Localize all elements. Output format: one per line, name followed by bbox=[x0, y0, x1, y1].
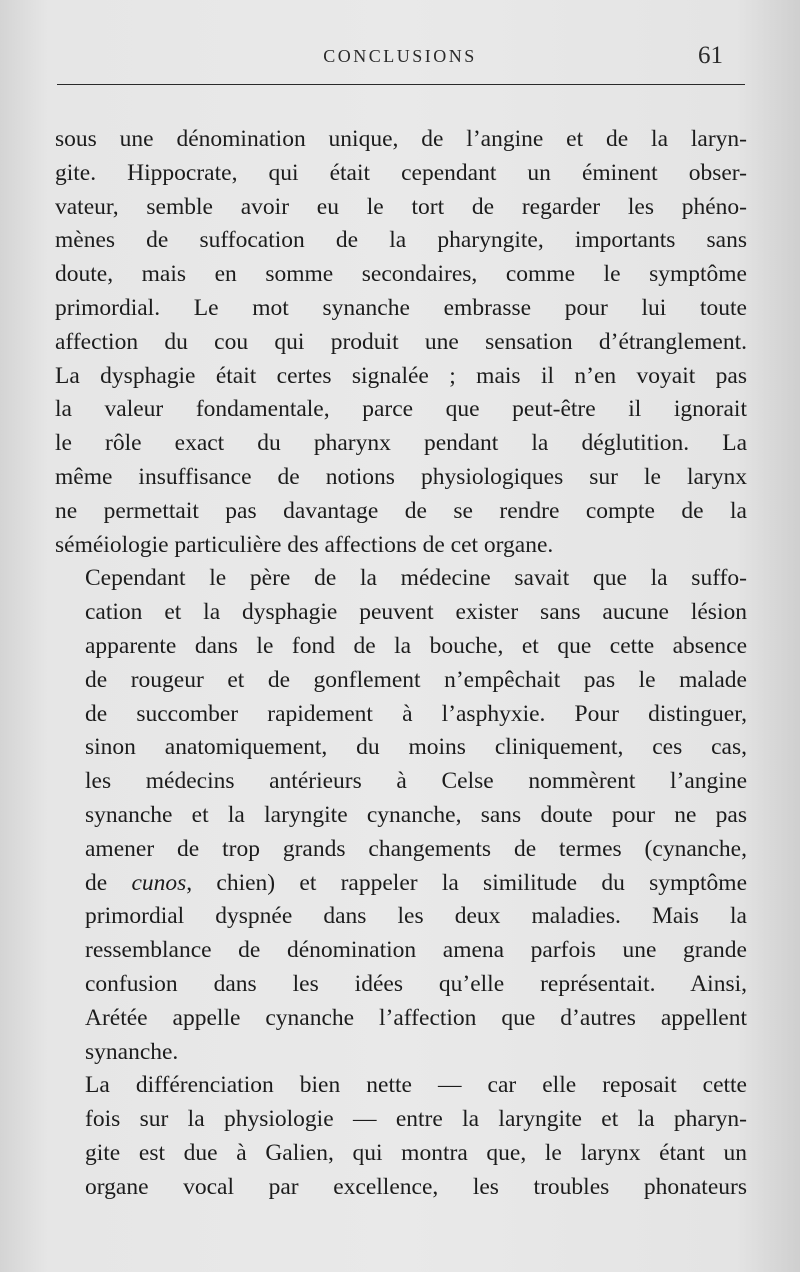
text-line: les médecins antérieurs à Celse nommèrent l’angine bbox=[85, 768, 747, 795]
text-line: ne permettait pas davantage de se rendre compte de la bbox=[55, 497, 747, 524]
text-line: synanche. bbox=[85, 1038, 179, 1065]
text-line: apparente dans le fond de la bouche, et que cette absence bbox=[85, 632, 747, 659]
page-number: 61 bbox=[698, 42, 723, 69]
line-text-after: , chien) et rappeler la similitude du symptôme bbox=[186, 869, 747, 896]
italic-word: cunos bbox=[131, 869, 187, 896]
text-line: même insuffisance de notions physiologiques sur le larynx bbox=[55, 463, 747, 490]
line-text-before: de bbox=[85, 869, 132, 896]
body-text bbox=[55, 123, 747, 1205]
text-line: organe vocal par excellence, les troubles phonateurs bbox=[85, 1173, 747, 1200]
text-line: affection du cou qui produit une sensation d’étranglement. bbox=[55, 328, 747, 355]
text-line: Cependant le père de la médecine savait que la suffo- bbox=[85, 565, 747, 592]
text-line: vateur, semble avoir eu le tort de regarder les phéno- bbox=[55, 193, 747, 220]
text-line: de rougeur et de gonflement n’empêchait pas le malade bbox=[85, 666, 747, 693]
text-line: la valeur fondamentale, parce que peut-être il ignorait bbox=[55, 396, 747, 423]
text-line: de succomber rapidement à l’asphyxie. Pour distinguer, bbox=[85, 700, 747, 727]
text-line: doute, mais en somme secondaires, comme le symptôme bbox=[55, 261, 747, 288]
text-line: gite est due à Galien, qui montra que, le larynx étant un bbox=[85, 1139, 747, 1166]
text-line: La dysphagie était certes signalée ; mais il n’en voyait pas bbox=[55, 362, 747, 389]
text-line: séméiologie particulière des affections de cet organe. bbox=[55, 531, 554, 558]
running-title: CONCLUSIONS bbox=[323, 46, 477, 66]
text-line: mènes de suffocation de la pharyngite, importants sans bbox=[55, 227, 747, 254]
text-line: synanche et la laryngite cynanche, sans doute pour ne pas bbox=[85, 801, 747, 828]
text-line: amener de trop grands changements de termes (cynanche, bbox=[85, 835, 747, 862]
paragraph-2 bbox=[55, 562, 747, 1069]
text-line: confusion dans les idées qu’elle représentait. Ainsi, bbox=[85, 970, 747, 997]
page-header bbox=[55, 40, 745, 76]
text-line: gite. Hippocrate, qui était cependant un éminent obser- bbox=[55, 159, 747, 186]
text-line: cation et la dysphagie peuvent exister sans aucune lésion bbox=[85, 599, 747, 626]
paragraph-3 bbox=[55, 1069, 747, 1204]
text-line: sinon anatomiquement, du moins cliniquement, ces cas, bbox=[85, 734, 747, 761]
header-rule bbox=[57, 84, 745, 85]
text-line: fois sur la physiologie — entre la laryngite et la pharyn- bbox=[85, 1106, 747, 1133]
text-line: primordial dyspnée dans les deux maladies. Mais la bbox=[85, 903, 747, 930]
paragraph-1 bbox=[55, 123, 747, 562]
text-line: ressemblance de dénomination amena parfois une grande bbox=[85, 937, 747, 964]
text-line: sous une dénomination unique, de l’angine et de la laryn- bbox=[55, 126, 747, 152]
text-line: La différenciation bien nette — car elle reposait cette bbox=[85, 1072, 747, 1099]
text-line-with-italic bbox=[55, 867, 747, 901]
text-line: Arétée appelle cynanche l’affection que d’autres appellent bbox=[85, 1004, 747, 1031]
text-line: le rôle exact du pharynx pendant la déglutition. La bbox=[55, 430, 747, 457]
text-line: primordial. Le mot synanche embrasse pour lui toute bbox=[55, 294, 747, 321]
